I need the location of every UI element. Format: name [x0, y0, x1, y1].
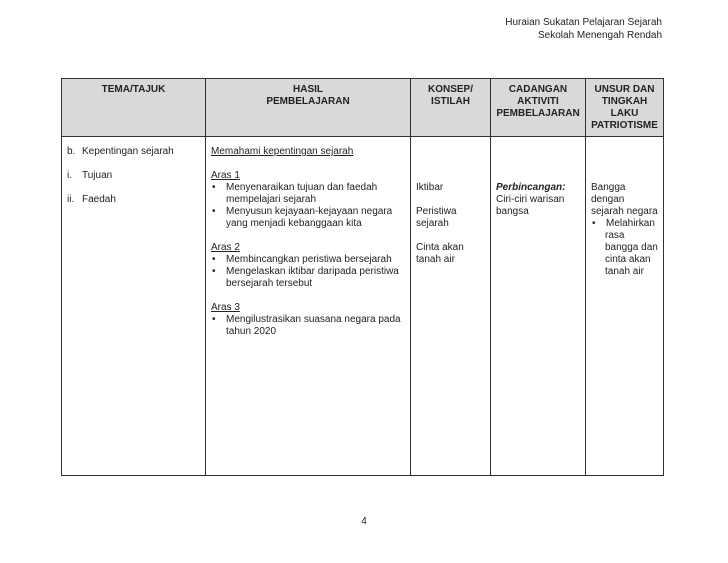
unsur-cell: Bangga dengan sejarah negara • Melahirkan rasa bangga dan cinta akan tanah air: [586, 137, 664, 476]
aras-1-label: Aras 1: [211, 170, 240, 181]
aras-1-item: • Menyusun kejayaan-kejayaan negara: [212, 206, 393, 217]
aras-1-item: • Menyenaraikan tujuan dan faedah: [212, 182, 378, 193]
header-tema: TEMA/TAJUK: [62, 79, 206, 137]
aras-2-label: Aras 2: [211, 242, 240, 253]
konsep-item: Cinta akan: [416, 242, 464, 253]
header-title: Huraian Sukatan Pelajaran Sejarah: [505, 17, 662, 28]
header-cadangan: CADANGAN AKTIVITI PEMBELAJARAN: [491, 79, 586, 137]
konsep-item: Peristiwa: [416, 206, 457, 217]
page-number: 4: [361, 516, 367, 527]
aras-3-label: Aras 3: [211, 302, 240, 313]
konsep-cell: Iktibar Peristiwa sejarah Cinta akan tanah air: [411, 137, 491, 476]
cadangan-cell: Perbincangan: Ciri-ciri warisan bangsa: [491, 137, 586, 476]
header-subtitle: Sekolah Menengah Rendah: [538, 30, 662, 41]
unsur-bullet: • Melahirkan: [592, 218, 655, 229]
cadangan-label: Perbincangan:: [496, 182, 566, 193]
aras-2-item: • Mengelaskan iktibar daripada peristiwa: [212, 266, 399, 277]
table-row: [62, 137, 664, 476]
header-unsur: UNSUR DAN TINGKAH LAKU PATRIOTISME: [586, 79, 664, 137]
hasil-heading: Memahami kepentingan sejarah: [211, 146, 354, 157]
tema-item-b: b. Kepentingan sejarah: [67, 146, 174, 157]
header-konsep: KONSEP/ ISTILAH: [411, 79, 491, 137]
aras-3-item: • Mengilustrasikan suasana negara pada: [212, 314, 401, 325]
syllabus-table: [61, 78, 664, 476]
tema-cell: [62, 137, 206, 476]
aras-2-item: • Membincangkan peristiwa bersejarah: [212, 254, 392, 265]
hasil-cell: Memahami kepentingan sejarah Aras 1 • Menyenaraikan tujuan dan faedah mempelajari sejarah • Menyusun kejayaan-kejayaan negara yang menjadi kebanggaan kita Aras 2 • Membincangkan peristiwa bersejarah • Mengelaskan iktibar daripada peristiwa bersejarah tersebut Aras 3 • Mengilustrasikan suasana negara pada tahun 2020: [206, 137, 411, 476]
tema-item-i: i. Tujuan: [67, 170, 113, 181]
unsur-text: Bangga dengan: [591, 182, 626, 205]
konsep-item: Iktibar: [416, 182, 444, 193]
tema-item-ii: ii. Faedah: [67, 194, 116, 205]
header-hasil: HASIL PEMBELAJARAN: [206, 79, 411, 137]
cadangan-text: Ciri-ciri warisan: [496, 194, 565, 205]
table-header-row: [62, 79, 664, 137]
